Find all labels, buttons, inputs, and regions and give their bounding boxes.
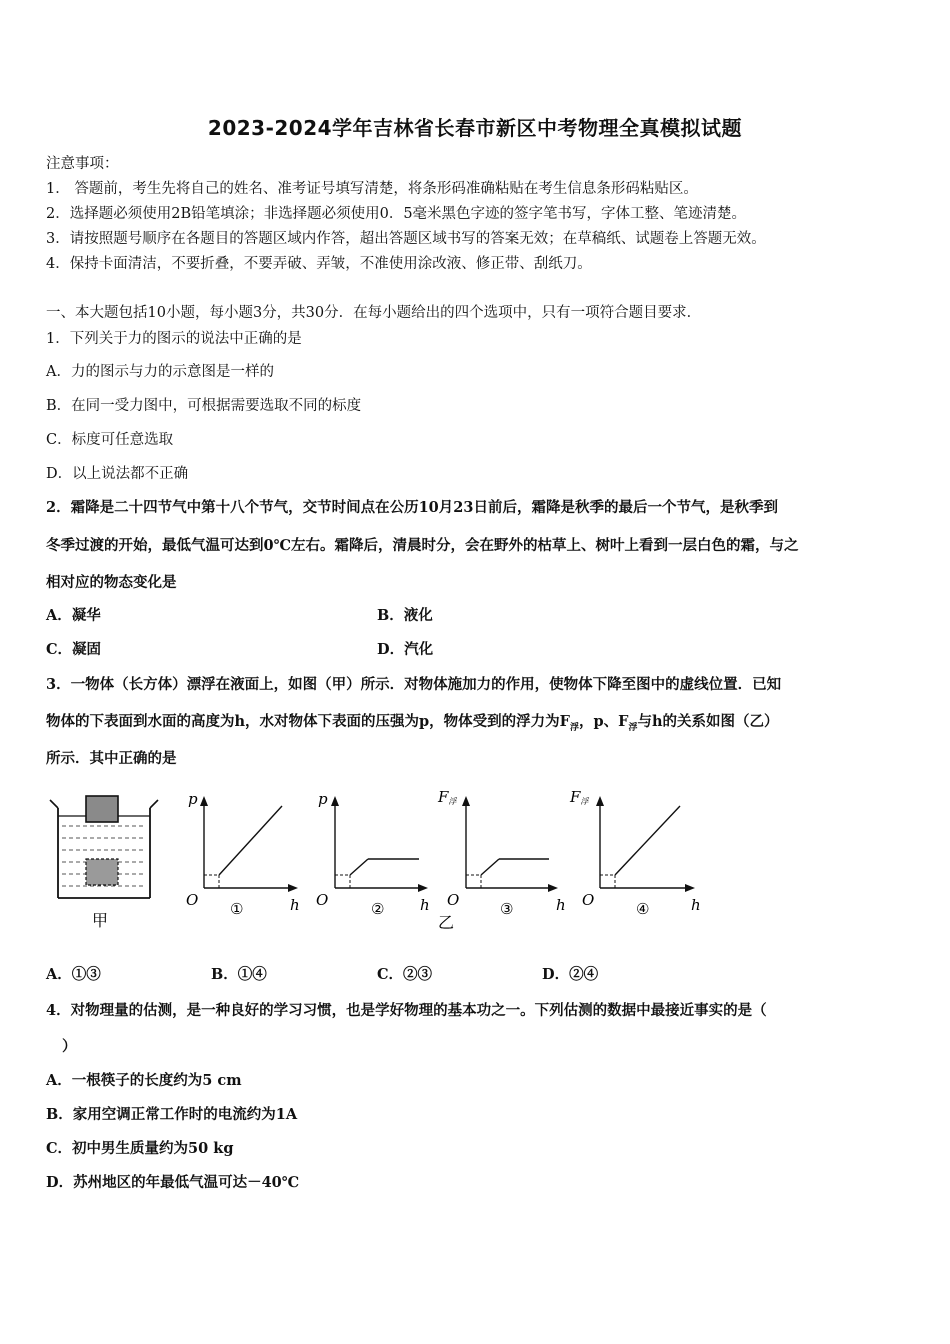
q3-option-a: A．①③ xyxy=(46,966,101,983)
question-4-line: 4．对物理量的估测，是一种良好的学习习惯，也是学好物理的基本功之一。下列估测的数据中最接近事实的是（ xyxy=(46,1002,767,1019)
notice-item: 2．选择题必须使用2B铅笔填涂；非选择题必须使用0．5毫米黑色字迹的签字笔书写，字体工整、笔迹清楚。 xyxy=(46,206,747,222)
q3-option-b: B．①④ xyxy=(211,966,267,983)
q4-option-a: A．一根筷子的长度约为5 cm xyxy=(46,1072,242,1089)
q1-option-a: A．力的图示与力的示意图是一样的 xyxy=(46,364,274,380)
question-4-line: ） xyxy=(62,1038,77,1055)
graph-3-mark: ③ xyxy=(500,900,514,918)
q1-option-d: D．以上说法都不正确 xyxy=(46,466,189,482)
question-2-line: 相对应的物态变化是 xyxy=(46,574,177,591)
graph-3-ylabel: F浮 xyxy=(438,788,457,806)
q3-option-c: C．②③ xyxy=(377,966,433,983)
q2-option-b: B．液化 xyxy=(377,607,433,624)
section-heading: 一、本大题包括10小题，每小题3分，共30分．在每小题给出的四个选项中，只有一项符合题目要求． xyxy=(46,305,702,321)
graph-haxis: h xyxy=(556,896,566,914)
graph-2 xyxy=(316,790,454,932)
graph-1 xyxy=(186,790,300,918)
graph-1-ylabel: p xyxy=(188,790,198,808)
graph-origin: O xyxy=(582,891,595,909)
q2-option-a: A．凝华 xyxy=(46,607,101,624)
graph-2-mark: ② xyxy=(371,900,385,918)
q2-option-d: D．汽化 xyxy=(377,641,434,658)
graph-1-mark: ① xyxy=(230,900,244,918)
q3-option-d: D．②④ xyxy=(542,966,599,983)
graph-4-ylabel: F浮 xyxy=(570,788,589,806)
q1-option-b: B．在同一受力图中，可根据需要选取不同的标度 xyxy=(46,398,362,414)
graph-2-ylabel: p xyxy=(318,790,328,808)
question-1-stem: 1．下列关于力的图示的说法中正确的是 xyxy=(46,331,302,347)
question-2-line: 2．霜降是二十四节气中第十八个节气，交节时间点在公历10月23日前后，霜降是秋季的最后一个节气，是秋季到 xyxy=(46,499,778,516)
q4-option-d: D．苏州地区的年最低气温可达－40℃ xyxy=(46,1174,300,1191)
graph-haxis: h xyxy=(290,896,300,914)
question-3-line: 所示．其中正确的是 xyxy=(46,750,177,767)
notice-item: 3．请按照题号顺序在各题目的答题区域内作答，超出答题区域书写的答案无效；在草稿纸、试题卷上答题无效。 xyxy=(46,231,766,247)
notice-heading: 注意事项： xyxy=(46,156,119,172)
floating-block xyxy=(86,796,118,822)
graph-haxis: h xyxy=(691,896,701,914)
graph-haxis: h xyxy=(420,896,430,914)
graph-4 xyxy=(569,788,701,918)
graph-4-mark: ④ xyxy=(636,900,650,918)
q4-option-c: C．初中男生质量约为50 kg xyxy=(46,1140,234,1157)
question-3-line: 3．一物体（长方体）漂浮在液面上，如图（甲）所示．对物体施加力的作用，使物体下降至图中的虚线位置．已知 xyxy=(46,676,782,693)
graph-3 xyxy=(437,788,566,918)
q2-option-c: C．凝固 xyxy=(46,641,102,658)
question-3-line: 物体的下表面到水面的高度为h，水对物体下表面的压强为p，物体受到的浮力为$F_浮$，p、$F_浮$与h的关系如图（乙） xyxy=(46,713,779,733)
submerged-block-outline xyxy=(86,859,118,885)
caption-jia: 甲 xyxy=(92,911,109,930)
page-title: 2023-2024学年吉林省长春市新区中考物理全真模拟试题 xyxy=(207,116,743,140)
question-2-line: 冬季过渡的开始，最低气温可达到0℃左右。霜降后，清晨时分，会在野外的枯草上、树叶上看到一层白色的霜，与之 xyxy=(46,537,799,554)
question-3-figure xyxy=(44,786,724,936)
q1-option-c: C．标度可任意选取 xyxy=(46,432,174,448)
q4-option-b: B．家用空调正常工作时的电流约为1A xyxy=(46,1106,298,1123)
graph-origin: O xyxy=(447,891,460,909)
notice-item: 4．保持卡面清洁，不要折叠，不要弄破、弄皱，不准使用涂改液、修正带、刮纸刀。 xyxy=(46,256,592,272)
graph-origin: O xyxy=(316,891,329,909)
notice-item: 1． 答题前，考生先将自己的姓名、准考证号填写清楚，将条形码准确粘贴在考生信息条形码粘贴区。 xyxy=(46,181,698,197)
graph-origin: O xyxy=(186,891,199,909)
beaker-diagram xyxy=(50,796,158,930)
caption-yi: 乙 xyxy=(438,913,455,932)
